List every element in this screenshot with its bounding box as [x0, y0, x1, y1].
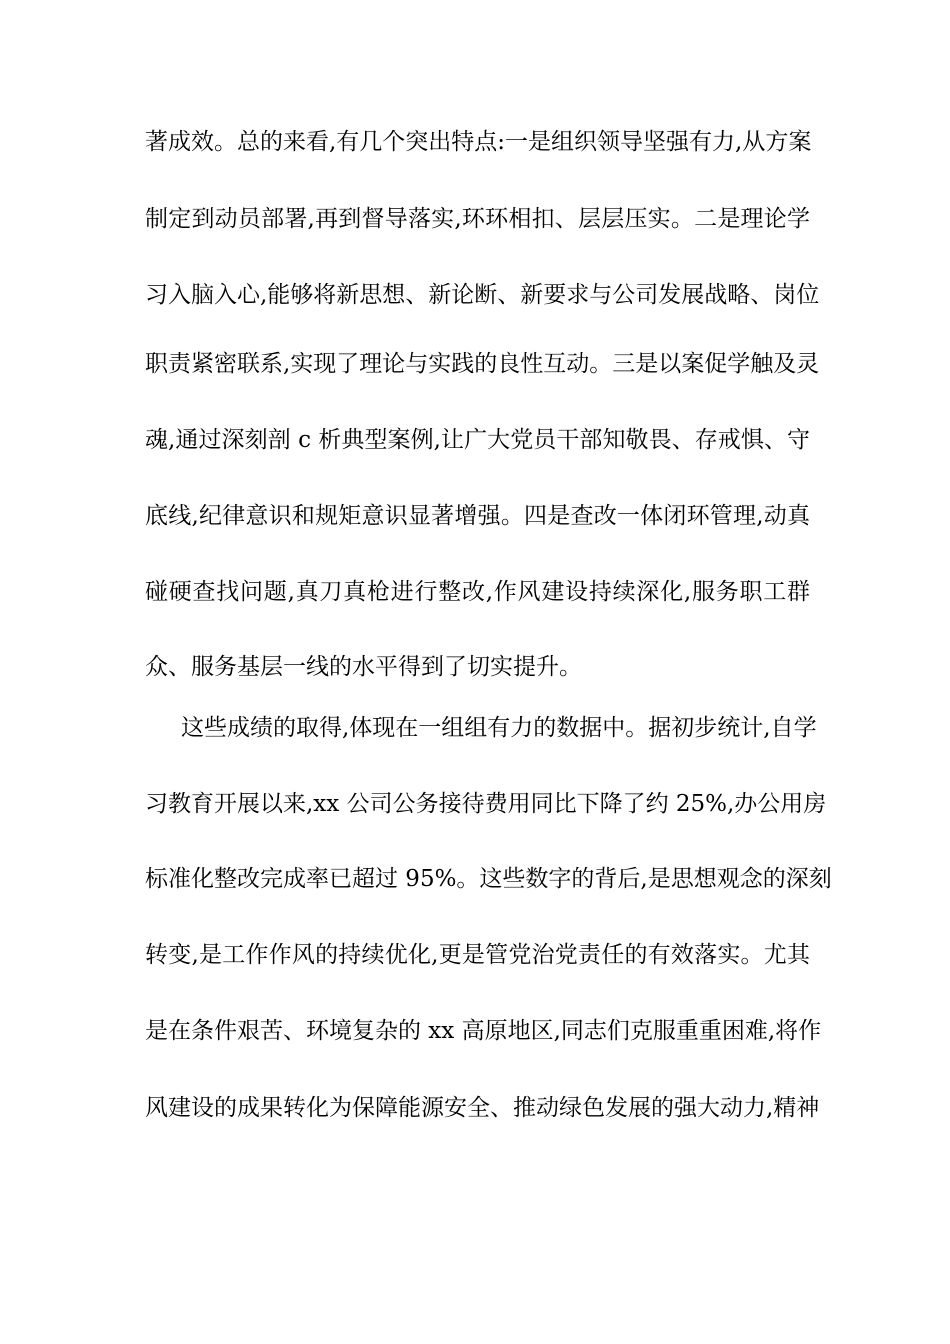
- text-line: 习入脑入心,能够将新思想、新论断、新要求与公司发展战略、岗位: [145, 282, 820, 308]
- text-line: 制定到动员部署,再到督导落实,环环相扣、层层压实。二是理论学: [145, 206, 810, 232]
- text-line: 风建设的成果转化为保障能源安全、推动绿色发展的强大动力,精神: [145, 1095, 820, 1121]
- text-line: 碰硬查找问题,真刀真枪进行整改,作风建设持续深化,服务职工群: [145, 579, 810, 605]
- text-line: 魂,通过深刻剖 c 析典型案例,让广大党员干部知敬畏、存戒惧、守: [145, 427, 810, 453]
- text-line: 习教育开展以来,xx 公司公务接待费用同比下降了约 25%,办公用房: [145, 791, 827, 817]
- text-line: 著成效。总的来看,有几个突出特点:一是组织领导坚强有力,从方案: [145, 129, 812, 155]
- text-line: 标准化整改完成率已超过 95%。这些数字的背后,是思想观念的深刻: [145, 866, 832, 892]
- text-line: 众、服务基层一线的水平得到了切实提升。: [145, 654, 582, 680]
- text-line: 转变,是工作作风的持续优化,更是管党治党责任的有效落实。尤其: [145, 942, 810, 968]
- text-line: 底线,纪律意识和规矩意识显著增强。四是查改一体闭环管理,动真: [145, 503, 810, 529]
- text-line: 这些成绩的取得,体现在一组组有力的数据中。据初步统计,自学: [181, 715, 817, 741]
- text-line: 职责紧密联系,实现了理论与实践的良性互动。三是以案促学触及灵: [145, 351, 820, 377]
- text-line: 是在条件艰苦、环境复杂的 xx 高原地区,同志们克服重重困难,将作: [145, 1018, 822, 1044]
